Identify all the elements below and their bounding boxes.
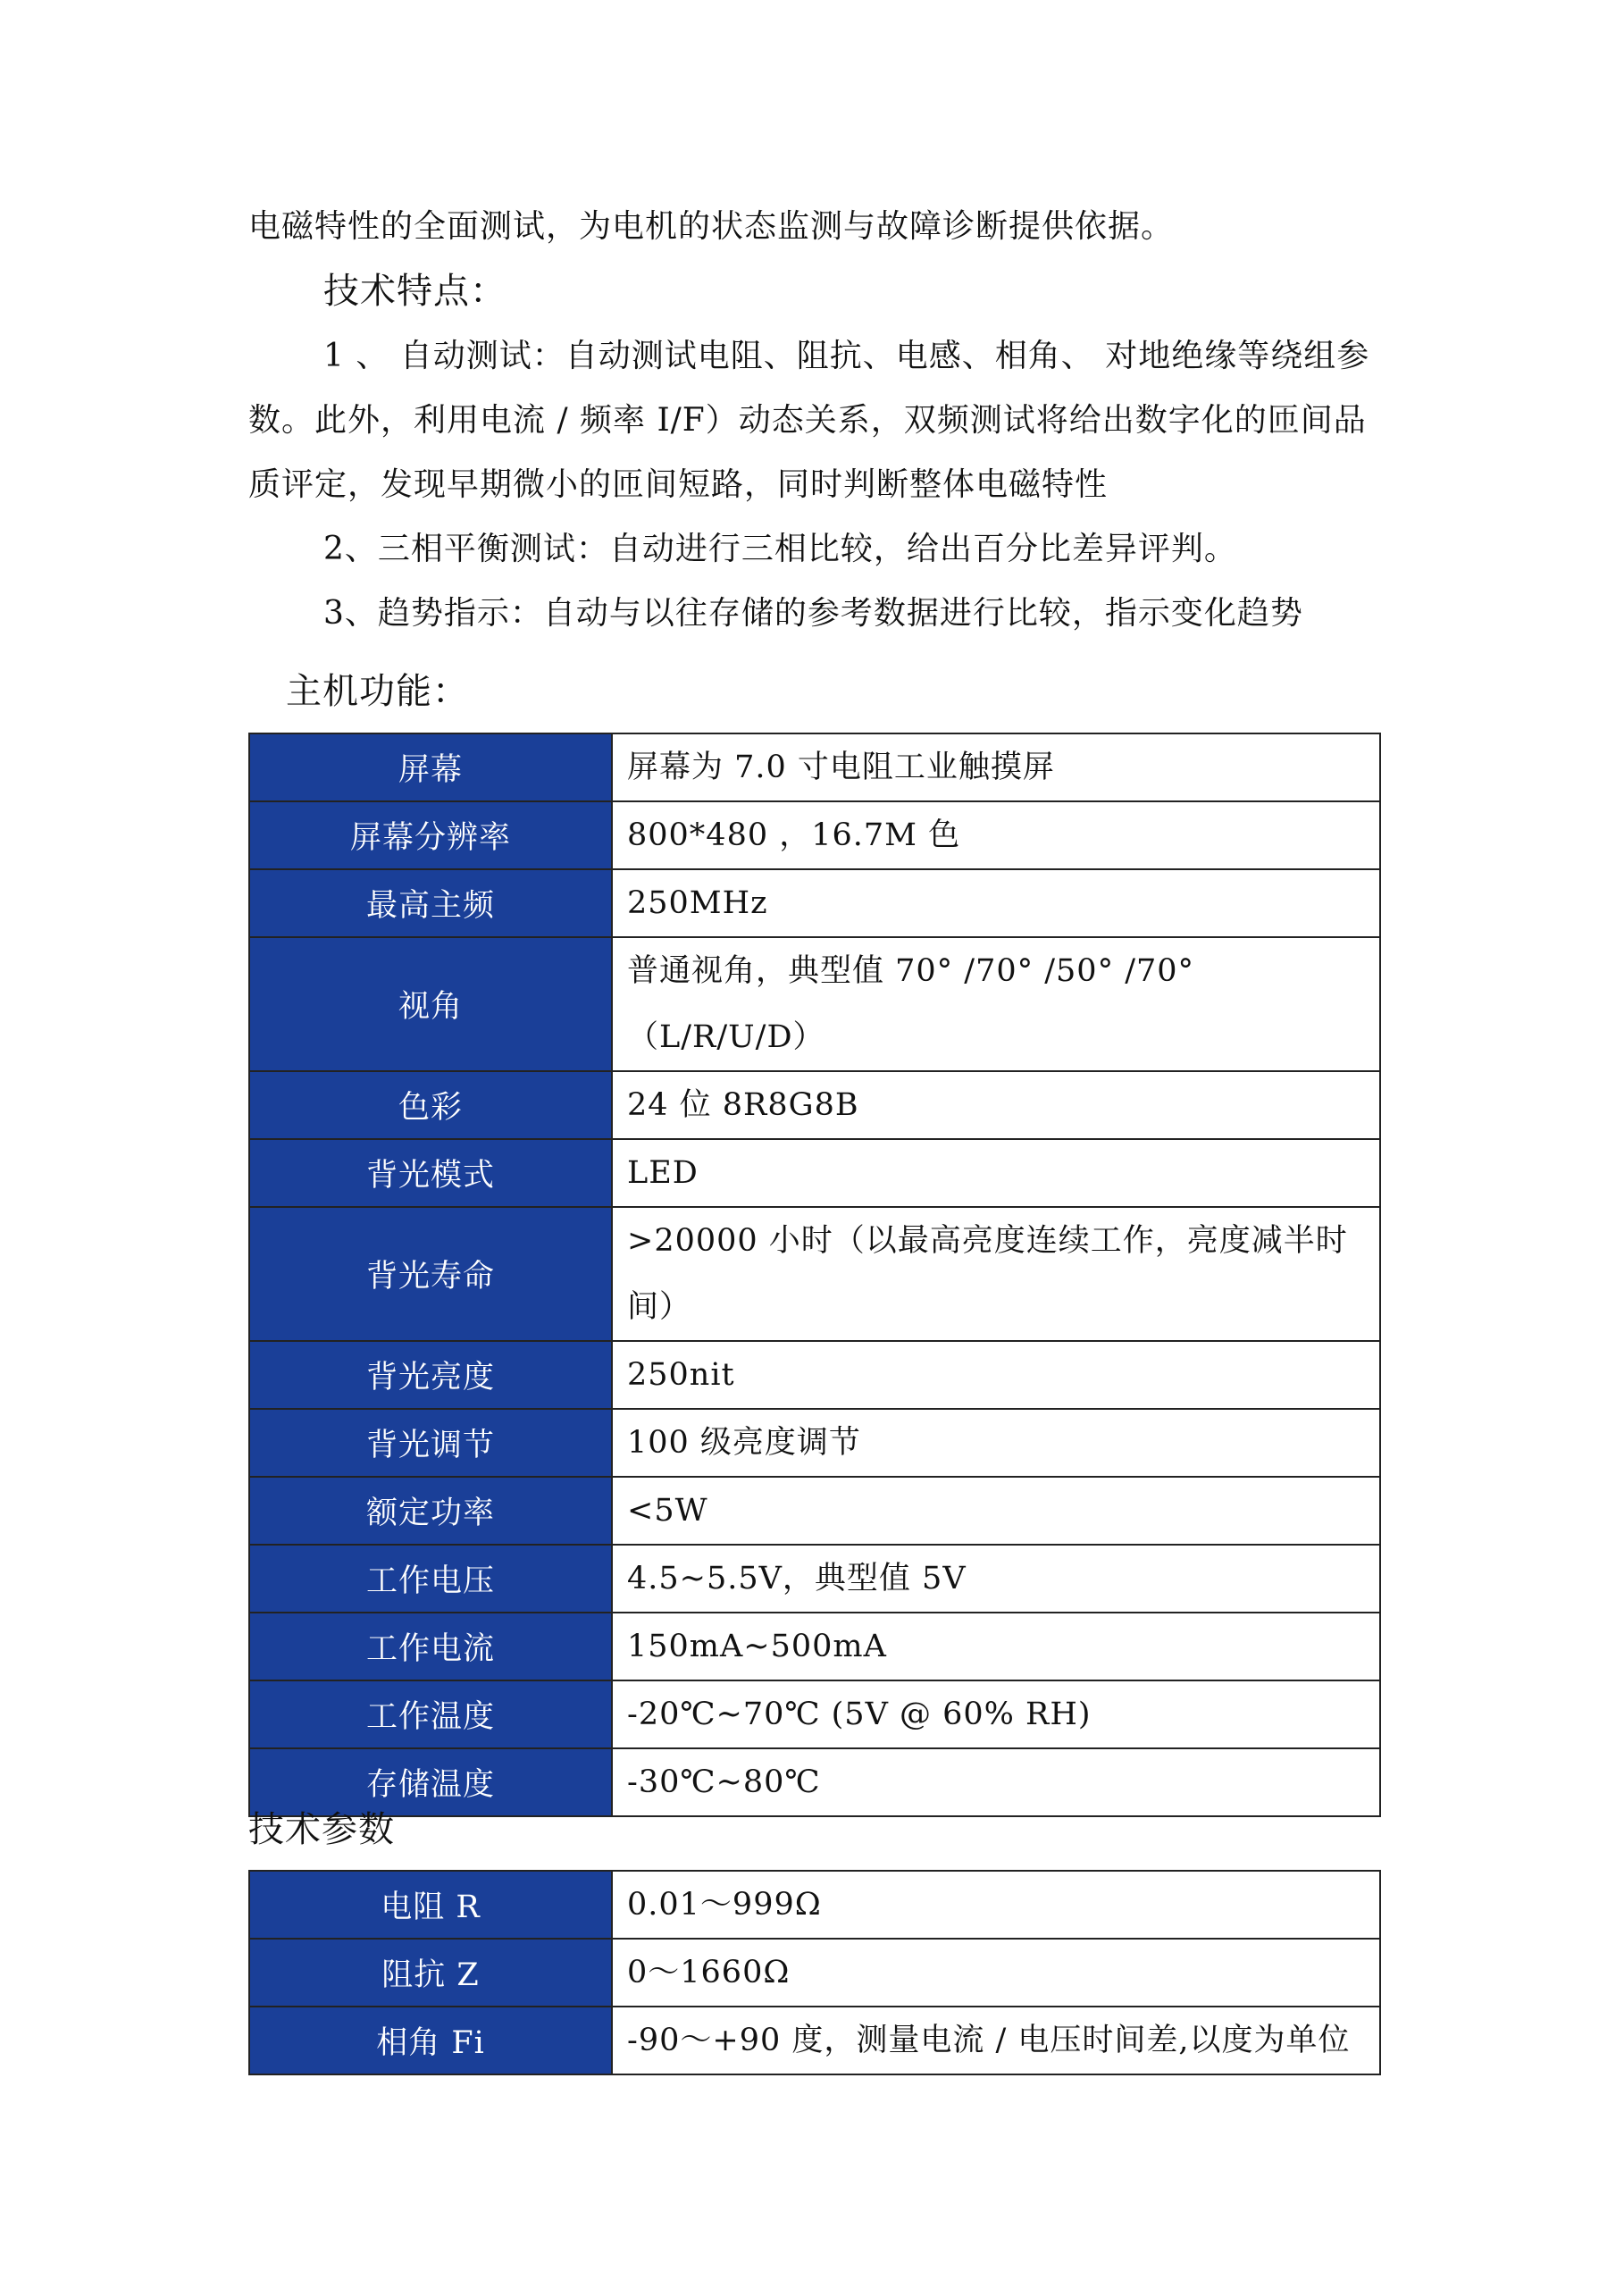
- spec-value-line-1: 普通视角，典型值 70° /70° /50° /70°: [627, 953, 1195, 989]
- table-row: [249, 801, 1380, 869]
- spec-value: 0.01～999Ω: [612, 1871, 1380, 1939]
- spec-key: 最高主频: [249, 869, 612, 937]
- spec-value-line-1: >20000 小时（以最高亮度连续工作，亮度减半时: [627, 1223, 1348, 1259]
- feature-2-paragraph: 2、三相平衡测试：自动进行三相比较，给出百分比差异评判。: [323, 531, 1237, 567]
- spec-value-line-2: （L/R/U/D）: [627, 1019, 825, 1055]
- spec-value: [612, 937, 1380, 1071]
- tech-params-heading: 技术参数: [248, 1809, 395, 1850]
- spec-key: 存储温度: [249, 1748, 612, 1816]
- spec-value: 0～1660Ω: [612, 1939, 1380, 2007]
- spec-value: 800*480 ，16.7M 色: [612, 801, 1380, 869]
- spec-value: 250nit: [612, 1341, 1380, 1409]
- tech-params-table: [248, 1870, 1381, 2075]
- table-row: [249, 1545, 1380, 1613]
- host-functions-table: [248, 733, 1381, 1817]
- spec-key: 背光寿命: [249, 1207, 612, 1341]
- table-row: [249, 1139, 1380, 1207]
- feature-1-line-2: 数。此外，利用电流 / 频率 I/F）动态关系，双频测试将给出数字化的匝间品: [248, 402, 1367, 439]
- spec-key: 视角: [249, 937, 612, 1071]
- spec-key: 屏幕分辨率: [249, 801, 612, 869]
- intro-continuation-paragraph: 电磁特性的全面测试，为电机的状态监测与故障诊断提供依据。: [248, 208, 1175, 245]
- table-row: [249, 1939, 1380, 2007]
- spec-key: 工作温度: [249, 1680, 612, 1748]
- spec-value: -30℃~80℃: [612, 1748, 1380, 1816]
- spec-key: 色彩: [249, 1071, 612, 1139]
- spec-value: 100 级亮度调节: [612, 1409, 1380, 1477]
- spec-key: 背光模式: [249, 1139, 612, 1207]
- table-row: [249, 2007, 1380, 2074]
- spec-value: [612, 1207, 1380, 1341]
- spec-key: 阻抗 Z: [249, 1939, 612, 2007]
- spec-value: -20℃~70℃ (5V @ 60% RH): [612, 1680, 1380, 1748]
- table-row: [249, 1680, 1380, 1748]
- table-row: [249, 1207, 1380, 1341]
- feature-3-paragraph: 3、趋势指示：自动与以往存储的参考数据进行比较，指示变化趋势: [323, 595, 1303, 632]
- table-row: [249, 733, 1380, 801]
- table-row: [249, 1071, 1380, 1139]
- table-row: [249, 1871, 1380, 1939]
- spec-value: 4.5~5.5V，典型值 5V: [612, 1545, 1380, 1613]
- spec-value: 24 位 8R8G8B: [612, 1071, 1380, 1139]
- table-row: [249, 1477, 1380, 1545]
- spec-key: 相角 Fi: [249, 2007, 612, 2074]
- table-row: [249, 1409, 1380, 1477]
- spec-key: 屏幕: [249, 733, 612, 801]
- feature-1-line-3: 质评定，发现早期微小的匝间短路，同时判断整体电磁特性: [248, 466, 1109, 503]
- spec-key: 电阻 R: [249, 1871, 612, 1939]
- table-row: [249, 937, 1380, 1071]
- feature-1-line-1: 1 、 自动测试：自动测试电阻、阻抗、电感、相角、 对地绝缘等绕组参: [323, 338, 1370, 374]
- features-heading: 技术特点：: [323, 271, 506, 312]
- spec-key: 背光调节: [249, 1409, 612, 1477]
- spec-value: LED: [612, 1139, 1380, 1207]
- spec-key: 额定功率: [249, 1477, 612, 1545]
- spec-value: 150mA~500mA: [612, 1613, 1380, 1680]
- spec-value: <5W: [612, 1477, 1380, 1545]
- table-row: [249, 1341, 1380, 1409]
- host-functions-heading: 主机功能：: [286, 671, 469, 712]
- spec-value: 250MHz: [612, 869, 1380, 937]
- spec-key: 背光亮度: [249, 1341, 612, 1409]
- spec-value: -90～+90 度，测量电流 / 电压时间差,以度为单位: [612, 2007, 1380, 2074]
- spec-value-line-2: 间）: [627, 1289, 692, 1325]
- spec-key: 工作电流: [249, 1613, 612, 1680]
- spec-key: 工作电压: [249, 1545, 612, 1613]
- spec-value: 屏幕为 7.0 寸电阻工业触摸屏: [612, 733, 1380, 801]
- table-row: [249, 869, 1380, 937]
- table-row: [249, 1613, 1380, 1680]
